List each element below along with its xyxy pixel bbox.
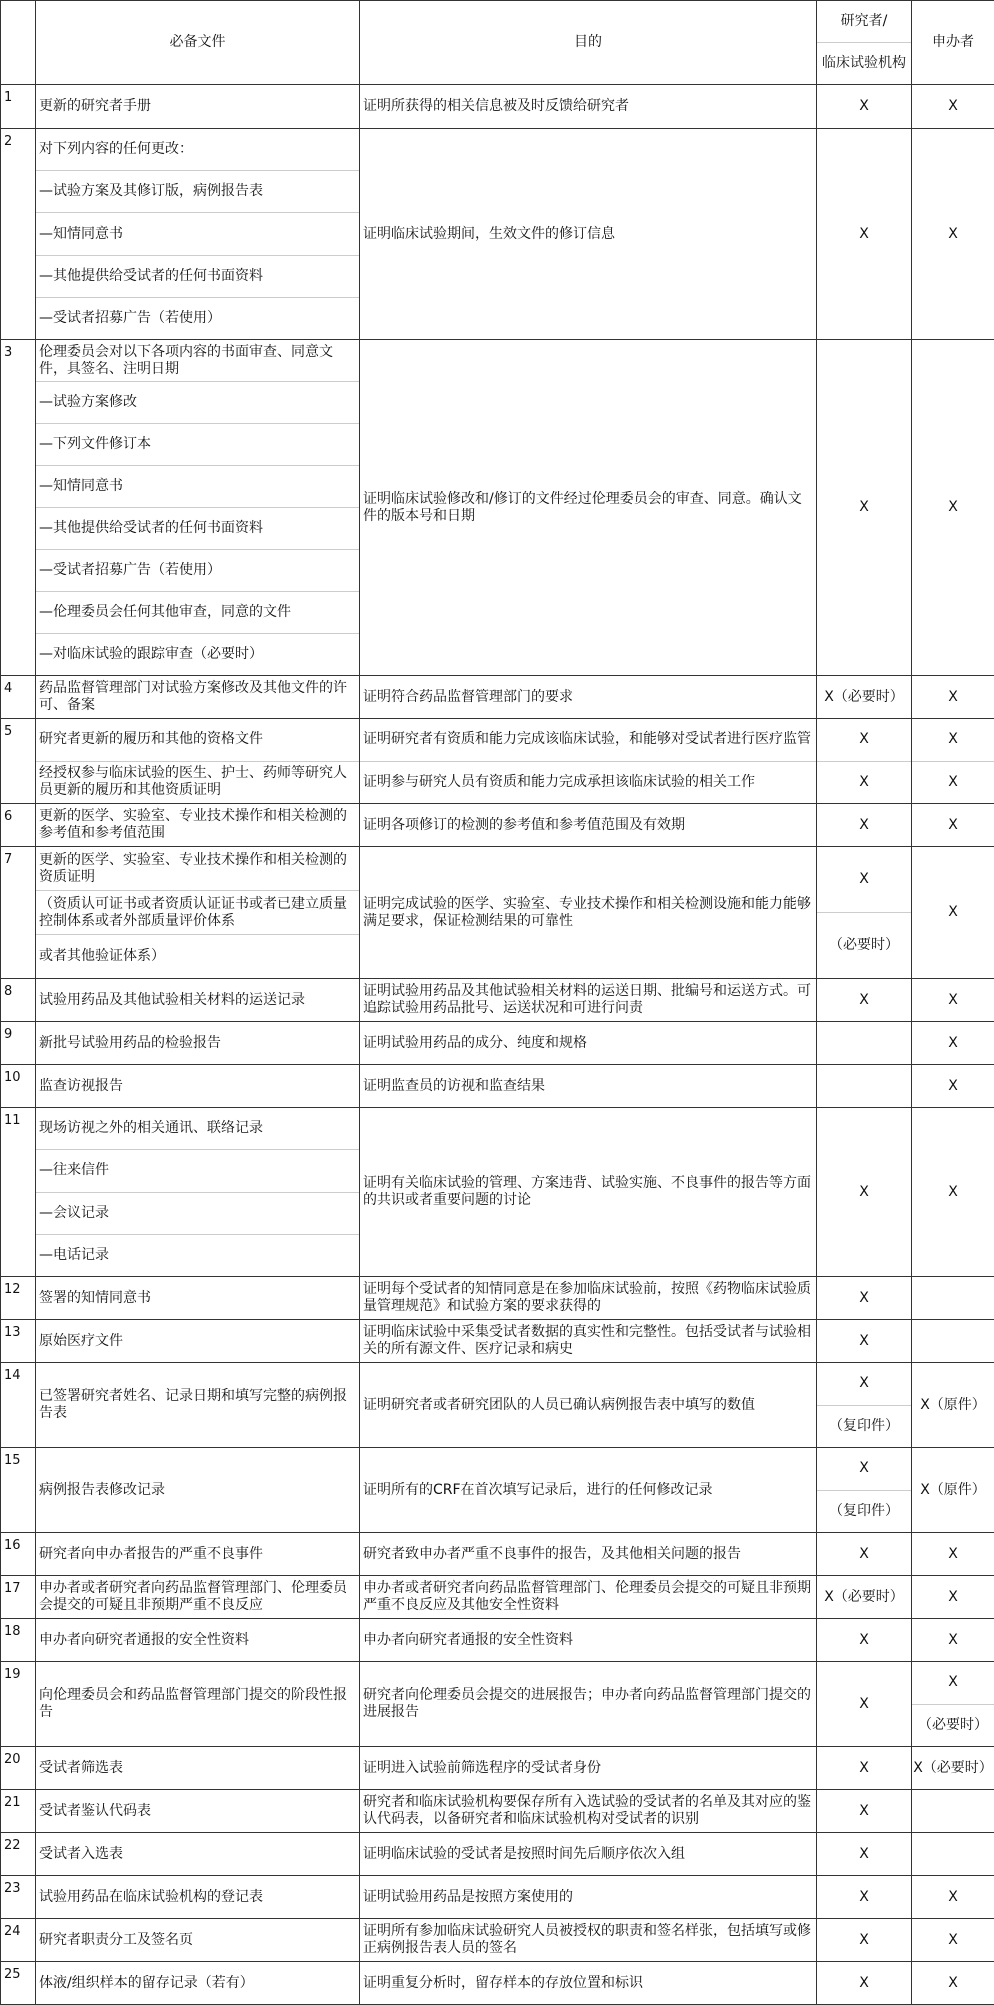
purpose-line: 证明临床试验中采集受试者数据的真实性和完整性。包括受试者与试验相关的所有源文件、医疗记录和病史	[360, 1320, 816, 1362]
table-row	[1, 1747, 994, 1790]
header-sponsor: 申办者	[912, 1, 994, 85]
purpose-line: 证明临床试验修改和/修订的文件经过伦理委员会的审查、同意。确认文件的版本号和日期	[360, 340, 816, 675]
table-row	[1, 1662, 994, 1747]
document-cell	[36, 1363, 360, 1448]
investigator-cell	[817, 1919, 912, 1962]
table-row	[1, 979, 994, 1022]
sponsor-cell	[912, 1747, 994, 1790]
document-line: 更新的医学、实验室、专业技术操作和相关检测的资质证明	[36, 847, 359, 890]
table-row	[1, 1065, 994, 1108]
investigator-mark: X	[817, 1320, 911, 1362]
header-investigator	[817, 1, 912, 85]
header-number	[1, 1, 36, 85]
investigator-mark: X（必要时）	[817, 1576, 911, 1618]
table-row	[1, 1876, 994, 1919]
sponsor-cell	[912, 340, 994, 676]
document-line: —往来信件	[36, 1149, 359, 1191]
sponsor-cell	[912, 979, 994, 1022]
investigator-cell	[817, 1277, 912, 1320]
row-number: 19	[1, 1662, 36, 1747]
document-cell	[36, 1876, 360, 1919]
investigator-mark: X	[817, 1876, 911, 1918]
document-line: —受试者招募广告（若使用）	[36, 297, 359, 339]
document-cell	[36, 1277, 360, 1320]
sponsor-cell	[912, 719, 994, 804]
document-cell	[36, 129, 360, 340]
table-row	[1, 1108, 994, 1277]
purpose-line: 证明临床试验的受试者是按照时间先后顺序依次入组	[360, 1833, 816, 1875]
investigator-cell	[817, 1833, 912, 1876]
document-line: 受试者入选表	[36, 1833, 359, 1875]
document-cell	[36, 340, 360, 676]
row-number: 12	[1, 1277, 36, 1320]
investigator-cell	[817, 1065, 912, 1108]
purpose-cell	[360, 85, 817, 129]
sponsor-mark: X	[912, 761, 994, 804]
sponsor-mark: X	[912, 1962, 994, 2004]
document-cell	[36, 1962, 360, 2005]
sponsor-mark: X	[912, 1619, 994, 1661]
document-line: 签署的知情同意书	[36, 1277, 359, 1319]
header-investigator-bottom: 临床试验机构	[817, 42, 911, 84]
sponsor-cell	[912, 1619, 994, 1662]
document-cell	[36, 804, 360, 847]
investigator-mark: X	[817, 1833, 911, 1875]
sponsor-mark: X	[912, 1108, 994, 1276]
investigator-mark: （必要时）	[817, 912, 911, 978]
purpose-cell	[360, 1277, 817, 1320]
sponsor-cell	[912, 676, 994, 719]
sponsor-cell	[912, 1320, 994, 1363]
row-number: 14	[1, 1363, 36, 1448]
sponsor-mark: X	[912, 85, 994, 128]
sponsor-cell	[912, 1277, 994, 1320]
row-number: 10	[1, 1065, 36, 1108]
table-row	[1, 1576, 994, 1619]
document-cell	[36, 1747, 360, 1790]
sponsor-cell	[912, 129, 994, 340]
purpose-line: 申办者向研究者通报的安全性资料	[360, 1619, 816, 1661]
table-row	[1, 676, 994, 719]
document-line: —受试者招募广告（若使用）	[36, 549, 359, 591]
investigator-cell	[817, 1533, 912, 1576]
investigator-cell	[817, 979, 912, 1022]
document-line: 申办者向研究者通报的安全性资料	[36, 1619, 359, 1661]
investigator-mark: X	[817, 1108, 911, 1276]
investigator-mark: X	[817, 719, 911, 761]
document-cell	[36, 1448, 360, 1533]
document-cell	[36, 1919, 360, 1962]
document-line: 更新的研究者手册	[36, 85, 359, 128]
investigator-mark: X（必要时）	[817, 676, 911, 718]
document-line: 体液/组织样本的留存记录（若有）	[36, 1962, 359, 2004]
sponsor-cell	[912, 1363, 994, 1448]
document-line: 伦理委员会对以下各项内容的书面审查、同意文件，具签名、注明日期	[36, 340, 359, 381]
document-cell	[36, 1790, 360, 1833]
document-cell	[36, 1533, 360, 1576]
table-row	[1, 1320, 994, 1363]
sponsor-mark	[912, 1833, 994, 1875]
row-number: 21	[1, 1790, 36, 1833]
sponsor-cell	[912, 1919, 994, 1962]
purpose-line: 证明研究者或者研究团队的人员已确认病例报告表中填写的数值	[360, 1363, 816, 1447]
sponsor-cell	[912, 1662, 994, 1747]
row-number: 22	[1, 1833, 36, 1876]
document-line: 现场访视之外的相关通讯、联络记录	[36, 1108, 359, 1149]
row-number: 2	[1, 129, 36, 340]
purpose-cell	[360, 676, 817, 719]
sponsor-cell	[912, 1022, 994, 1065]
header-purpose: 目的	[360, 1, 817, 85]
table-row	[1, 804, 994, 847]
document-line: —其他提供给受试者的任何书面资料	[36, 255, 359, 297]
document-cell	[36, 1619, 360, 1662]
document-line: —电话记录	[36, 1234, 359, 1276]
sponsor-mark: X	[912, 1576, 994, 1618]
document-line: 新批号试验用药品的检验报告	[36, 1022, 359, 1064]
purpose-line: 证明有关临床试验的管理、方案违背、试验实施、不良事件的报告等方面的共识或者重要问题的讨论	[360, 1108, 816, 1276]
investigator-cell	[817, 340, 912, 676]
investigator-cell	[817, 1619, 912, 1662]
purpose-line: 证明进入试验前筛选程序的受试者身份	[360, 1747, 816, 1789]
purpose-line: 证明重复分析时，留存样本的存放位置和标识	[360, 1962, 816, 2004]
document-line: 试验用药品及其他试验相关材料的运送记录	[36, 979, 359, 1021]
document-line: 研究者更新的履历和其他的资格文件	[36, 719, 359, 761]
table-row	[1, 1277, 994, 1320]
row-number: 16	[1, 1533, 36, 1576]
investigator-cell	[817, 1962, 912, 2005]
sponsor-mark: X	[912, 1919, 994, 1961]
investigator-mark: X	[817, 1363, 911, 1405]
document-line: —知情同意书	[36, 465, 359, 507]
document-cell	[36, 1320, 360, 1363]
sponsor-mark	[912, 1790, 994, 1832]
investigator-mark: X	[817, 1662, 911, 1746]
sponsor-cell	[912, 1576, 994, 1619]
header-document: 必备文件	[36, 1, 360, 85]
row-number: 11	[1, 1108, 36, 1277]
sponsor-mark: X	[912, 719, 994, 761]
sponsor-mark: X（原件）	[912, 1448, 994, 1532]
investigator-cell	[817, 1320, 912, 1363]
sponsor-mark: X	[912, 804, 994, 846]
row-number: 20	[1, 1747, 36, 1790]
sponsor-mark: X	[912, 1662, 994, 1704]
investigator-cell	[817, 676, 912, 719]
purpose-cell	[360, 1108, 817, 1277]
purpose-line: 证明所有参加临床试验研究人员被授权的职责和签名样张，包括填写或修正病例报告表人员的签名	[360, 1919, 816, 1961]
table-row	[1, 1919, 994, 1962]
investigator-mark: X	[817, 1962, 911, 2004]
purpose-line: 证明参与研究人员有资质和能力完成承担该临床试验的相关工作	[360, 761, 816, 804]
purpose-cell	[360, 804, 817, 847]
investigator-mark: X	[817, 1448, 911, 1490]
row-number: 4	[1, 676, 36, 719]
row-number: 1	[1, 85, 36, 129]
sponsor-cell	[912, 1533, 994, 1576]
document-cell	[36, 719, 360, 804]
investigator-cell	[817, 1662, 912, 1747]
purpose-line: 证明所获得的相关信息被及时反馈给研究者	[360, 85, 816, 128]
investigator-mark: X	[817, 761, 911, 804]
document-line: 更新的医学、实验室、专业技术操作和相关检测的参考值和参考值范围	[36, 804, 359, 846]
document-cell	[36, 1833, 360, 1876]
row-number: 13	[1, 1320, 36, 1363]
table-row	[1, 847, 994, 979]
table-row	[1, 1833, 994, 1876]
row-number: 17	[1, 1576, 36, 1619]
investigator-mark: （复印件）	[817, 1405, 911, 1448]
row-number: 7	[1, 847, 36, 979]
table-row	[1, 85, 994, 129]
document-line: —下列文件修订本	[36, 423, 359, 465]
investigator-cell	[817, 1022, 912, 1065]
purpose-cell	[360, 979, 817, 1022]
purpose-cell	[360, 1363, 817, 1448]
sponsor-mark: X	[912, 129, 994, 339]
document-line: 经授权参与临床试验的医生、护士、药师等研究人员更新的履历和其他资质证明	[36, 761, 359, 804]
document-cell	[36, 847, 360, 979]
sponsor-cell	[912, 1962, 994, 2005]
purpose-cell	[360, 1448, 817, 1533]
sponsor-mark: X（原件）	[912, 1363, 994, 1447]
table-row	[1, 1962, 994, 2005]
investigator-mark	[817, 1065, 911, 1107]
purpose-line: 证明研究者有资质和能力完成该临床试验，和能够对受试者进行医疗监管	[360, 719, 816, 761]
investigator-cell	[817, 1747, 912, 1790]
sponsor-mark	[912, 1320, 994, 1362]
table-row	[1, 1448, 994, 1533]
table-row	[1, 1363, 994, 1448]
header-investigator-top: 研究者/	[817, 1, 911, 42]
sponsor-mark: X	[912, 1533, 994, 1575]
document-cell	[36, 1022, 360, 1065]
purpose-line: 证明试验用药品是按照方案使用的	[360, 1876, 816, 1918]
document-line: 研究者职责分工及签名页	[36, 1919, 359, 1961]
document-line: 对下列内容的任何更改：	[36, 129, 359, 170]
row-number: 25	[1, 1962, 36, 2005]
table-row	[1, 1790, 994, 1833]
purpose-cell	[360, 1022, 817, 1065]
purpose-line: 证明符合药品监督管理部门的要求	[360, 676, 816, 718]
investigator-cell	[817, 804, 912, 847]
purpose-cell	[360, 1619, 817, 1662]
table-row	[1, 719, 994, 804]
purpose-cell	[360, 1576, 817, 1619]
sponsor-cell	[912, 1108, 994, 1277]
investigator-cell	[817, 1790, 912, 1833]
sponsor-mark: （必要时）	[912, 1704, 994, 1747]
investigator-mark: X	[817, 340, 911, 675]
sponsor-cell	[912, 847, 994, 979]
document-line: —其他提供给受试者的任何书面资料	[36, 507, 359, 549]
document-line: —会议记录	[36, 1192, 359, 1234]
table-row	[1, 129, 994, 340]
investigator-cell	[817, 85, 912, 129]
document-line: 或者其他验证体系）	[36, 934, 359, 978]
document-line: —伦理委员会任何其他审查，同意的文件	[36, 591, 359, 633]
sponsor-mark: X	[912, 676, 994, 718]
sponsor-cell	[912, 85, 994, 129]
row-number: 8	[1, 979, 36, 1022]
sponsor-mark: X	[912, 847, 994, 978]
row-number: 6	[1, 804, 36, 847]
purpose-cell	[360, 719, 817, 804]
sponsor-mark: X	[912, 1065, 994, 1107]
investigator-mark: X	[817, 804, 911, 846]
purpose-line: 研究者和临床试验机构要保存所有入选试验的受试者的名单及其对应的鉴认代码表，以备研究者和临床试验机构对受试者的识别	[360, 1790, 816, 1832]
sponsor-cell	[912, 1833, 994, 1876]
purpose-cell	[360, 847, 817, 979]
investigator-mark: X	[817, 1919, 911, 1961]
document-cell	[36, 979, 360, 1022]
table-header-row	[1, 1, 994, 85]
sponsor-cell	[912, 1876, 994, 1919]
table-row	[1, 1533, 994, 1576]
investigator-mark: X	[817, 129, 911, 339]
purpose-cell	[360, 1747, 817, 1790]
purpose-cell	[360, 1919, 817, 1962]
purpose-line: 证明各项修订的检测的参考值和参考值范围及有效期	[360, 804, 816, 846]
document-cell	[36, 676, 360, 719]
investigator-cell	[817, 1448, 912, 1533]
document-cell	[36, 1108, 360, 1277]
investigator-mark: X	[817, 1533, 911, 1575]
table-row	[1, 1619, 994, 1662]
investigator-mark: X	[817, 1277, 911, 1319]
investigator-mark: X	[817, 1619, 911, 1661]
document-line: （资质认可证书或者资质认证证书或者已建立质量控制体系或者外部质量评价体系	[36, 890, 359, 934]
sponsor-cell	[912, 804, 994, 847]
document-cell	[36, 1662, 360, 1747]
investigator-cell	[817, 1876, 912, 1919]
document-line: 受试者鉴认代码表	[36, 1790, 359, 1832]
row-number: 15	[1, 1448, 36, 1533]
investigator-mark: X	[817, 1790, 911, 1832]
document-line: —知情同意书	[36, 212, 359, 254]
purpose-cell	[360, 129, 817, 340]
investigator-cell	[817, 129, 912, 340]
sponsor-cell	[912, 1448, 994, 1533]
row-number: 23	[1, 1876, 36, 1919]
document-cell	[36, 1576, 360, 1619]
row-number: 5	[1, 719, 36, 804]
purpose-line: 证明每个受试者的知情同意是在参加临床试验前，按照《药物临床试验质量管理规范》和试验方案的要求获得的	[360, 1277, 816, 1319]
sponsor-mark: X	[912, 1876, 994, 1918]
investigator-cell	[817, 1576, 912, 1619]
investigator-cell	[817, 847, 912, 979]
document-line: 药品监督管理部门对试验方案修改及其他文件的许可、备案	[36, 676, 359, 718]
purpose-cell	[360, 1962, 817, 2005]
purpose-cell	[360, 340, 817, 676]
purpose-line: 证明监查员的访视和监查结果	[360, 1065, 816, 1107]
sponsor-mark: X（必要时）	[912, 1747, 994, 1789]
purpose-cell	[360, 1876, 817, 1919]
document-line: 试验用药品在临床试验机构的登记表	[36, 1876, 359, 1918]
document-line: 原始医疗文件	[36, 1320, 359, 1362]
investigator-mark: X	[817, 1747, 911, 1789]
purpose-cell	[360, 1790, 817, 1833]
document-line: 向伦理委员会和药品监督管理部门提交的阶段性报告	[36, 1662, 359, 1746]
investigator-cell	[817, 719, 912, 804]
purpose-line: 研究者向伦理委员会提交的进展报告；申办者向药品监督管理部门提交的进展报告	[360, 1662, 816, 1746]
document-line: 研究者向申办者报告的严重不良事件	[36, 1533, 359, 1575]
table-row	[1, 1022, 994, 1065]
document-line: —试验方案及其修订版，病例报告表	[36, 170, 359, 212]
sponsor-mark: X	[912, 1022, 994, 1064]
document-cell	[36, 85, 360, 129]
row-number: 9	[1, 1022, 36, 1065]
purpose-cell	[360, 1065, 817, 1108]
investigator-mark: （复印件）	[817, 1490, 911, 1533]
document-cell	[36, 1065, 360, 1108]
sponsor-cell	[912, 1065, 994, 1108]
row-number: 18	[1, 1619, 36, 1662]
sponsor-mark: X	[912, 979, 994, 1021]
purpose-cell	[360, 1662, 817, 1747]
row-number: 3	[1, 340, 36, 676]
row-number: 24	[1, 1919, 36, 1962]
document-line: 监查访视报告	[36, 1065, 359, 1107]
document-line: 申办者或者研究者向药品监督管理部门、伦理委员会提交的可疑且非预期严重不良反应	[36, 1576, 359, 1618]
purpose-line: 证明临床试验期间，生效文件的修订信息	[360, 129, 816, 339]
purpose-cell	[360, 1533, 817, 1576]
sponsor-mark: X	[912, 340, 994, 675]
purpose-line: 证明所有的CRF在首次填写记录后，进行的任何修改记录	[360, 1448, 816, 1532]
purpose-line: 申办者或者研究者向药品监督管理部门、伦理委员会提交的可疑且非预期严重不良反应及其他安全性资料	[360, 1576, 816, 1618]
investigator-mark: X	[817, 979, 911, 1021]
purpose-cell	[360, 1320, 817, 1363]
sponsor-mark	[912, 1277, 994, 1319]
sponsor-cell	[912, 1790, 994, 1833]
purpose-line: 证明完成试验的医学、实验室、专业技术操作和相关检测设施和能力能够满足要求，保证检测结果的可靠性	[360, 847, 816, 978]
document-line: 病例报告表修改记录	[36, 1448, 359, 1532]
document-line: 已签署研究者姓名、记录日期和填写完整的病例报告表	[36, 1363, 359, 1447]
purpose-line: 证明试验用药品及其他试验相关材料的运送日期、批编号和运送方式。可追踪试验用药品批号、运送状况和可进行问责	[360, 979, 816, 1021]
purpose-cell	[360, 1833, 817, 1876]
investigator-mark: X	[817, 847, 911, 912]
document-line: 受试者筛选表	[36, 1747, 359, 1789]
investigator-cell	[817, 1363, 912, 1448]
investigator-mark	[817, 1022, 911, 1064]
investigator-mark: X	[817, 85, 911, 128]
document-line: —对临床试验的跟踪审查（必要时）	[36, 633, 359, 675]
purpose-line: 研究者致申办者严重不良事件的报告，及其他相关问题的报告	[360, 1533, 816, 1575]
document-line: —试验方案修改	[36, 381, 359, 423]
table-row	[1, 340, 994, 676]
purpose-line: 证明试验用药品的成分、纯度和规格	[360, 1022, 816, 1064]
investigator-cell	[817, 1108, 912, 1277]
